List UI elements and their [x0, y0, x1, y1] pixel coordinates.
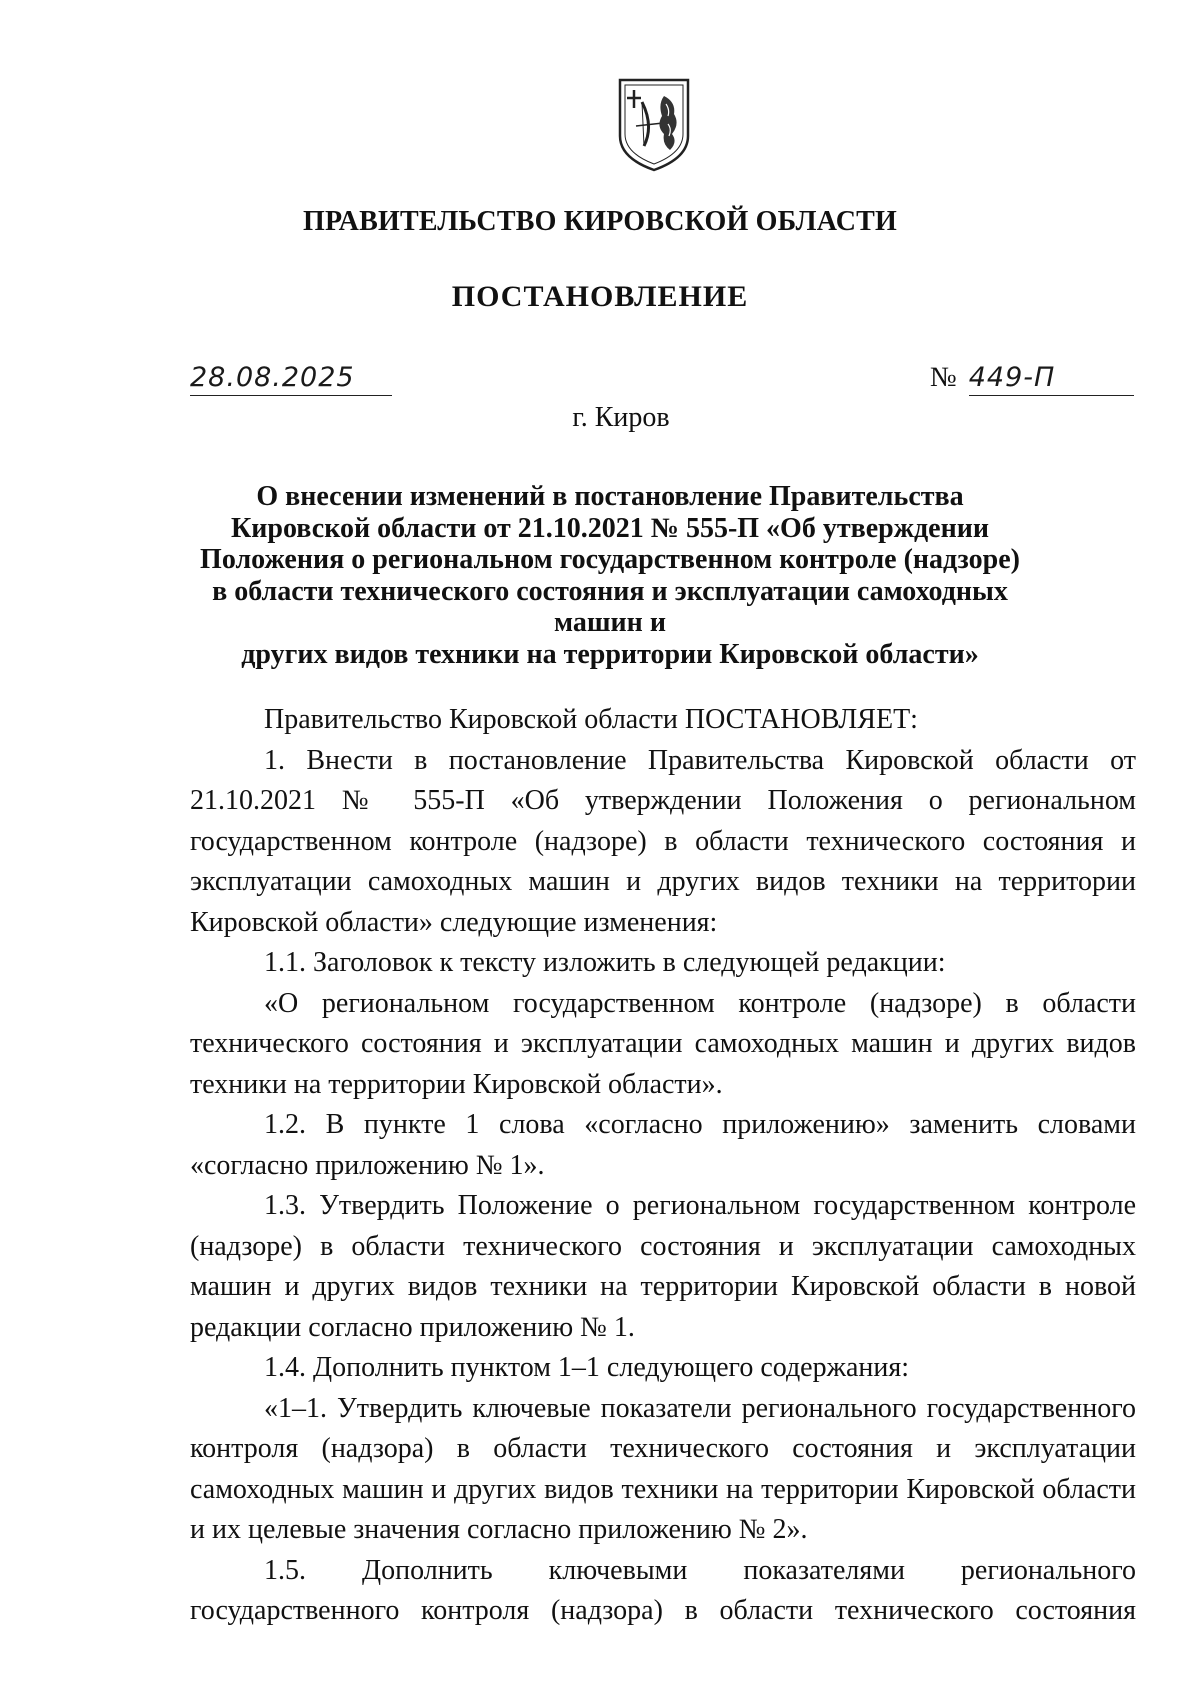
document-body	[190, 700, 1136, 1632]
title-line: в области технического состояния и эксплуатации самоходных машин и	[212, 575, 1008, 638]
government-name: ПРАВИТЕЛЬСТВО КИРОВСКОЙ ОБЛАСТИ	[302, 206, 897, 237]
body-paragraph: 1.2. В пункте 1 слова «согласно приложению» заменить словами «согласно приложению № 1».	[190, 1109, 1136, 1181]
title-line: Кировской области от 21.10.2021 № 555-П «Об утверждении	[231, 512, 989, 544]
body-paragraph: Правительство Кировской области ПОСТАНОВЛЯЕТ:	[264, 704, 918, 735]
coat-of-arms-icon	[614, 74, 694, 174]
body-paragraph: 1.5. Дополнить ключевыми показателями регионального государственного контроля (надзора) в области технического состояния	[190, 1554, 1136, 1626]
body-paragraph: 1. Внести в постановление Правительства Кировской области от 21.10.2021 № 555-П «Об утверждении Положения о региональном государственном контроле (надзоре) в области технического состояния и эксплуатации самоходных машин и других видов техники на территории Кировской области» следующие изменения:	[190, 744, 1136, 938]
body-paragraph: «О региональном государственном контроле (надзоре) в области технического состояния и эксплуатации самоходных машин и других видов техники на территории Кировской области».	[190, 987, 1136, 1100]
title-line: Положения о региональном государственном контроле (надзоре)	[200, 544, 1020, 575]
title-line: О внесении изменений в постановление Правительства	[256, 481, 964, 512]
title-line: других видов техники на территории Кировской области»	[241, 638, 979, 670]
body-paragraph: «1–1. Утвердить ключевые показатели регионального государственного контроля (надзора) в области технического состояния и эксплуатации самоходных машин и других видов техники на территории Кировской области и их целевые значения согласно приложению № 2».	[190, 1392, 1136, 1545]
document-type: ПОСТАНОВЛЕНИЕ	[451, 280, 749, 313]
body-paragraph: 1.1. Заголовок к тексту изложить в следующей редакции:	[264, 947, 946, 978]
number-value: 449-П	[969, 362, 1134, 396]
number-sign: №	[930, 362, 957, 393]
document-number	[930, 362, 1134, 396]
document-city: г. Киров	[572, 402, 670, 433]
document-date: 28.08.2025	[190, 362, 392, 396]
body-paragraph: 1.3. Утвердить Положение о региональном государственном контроле (надзоре) в области технического состояния и эксплуатации самоходных машин и других видов техники на территории Кировской области в новой редакции согласно приложению № 1.	[190, 1190, 1136, 1343]
body-paragraph: 1.4. Дополнить пунктом 1–1 следующего содержания:	[264, 1352, 910, 1383]
document-title	[170, 481, 1050, 670]
